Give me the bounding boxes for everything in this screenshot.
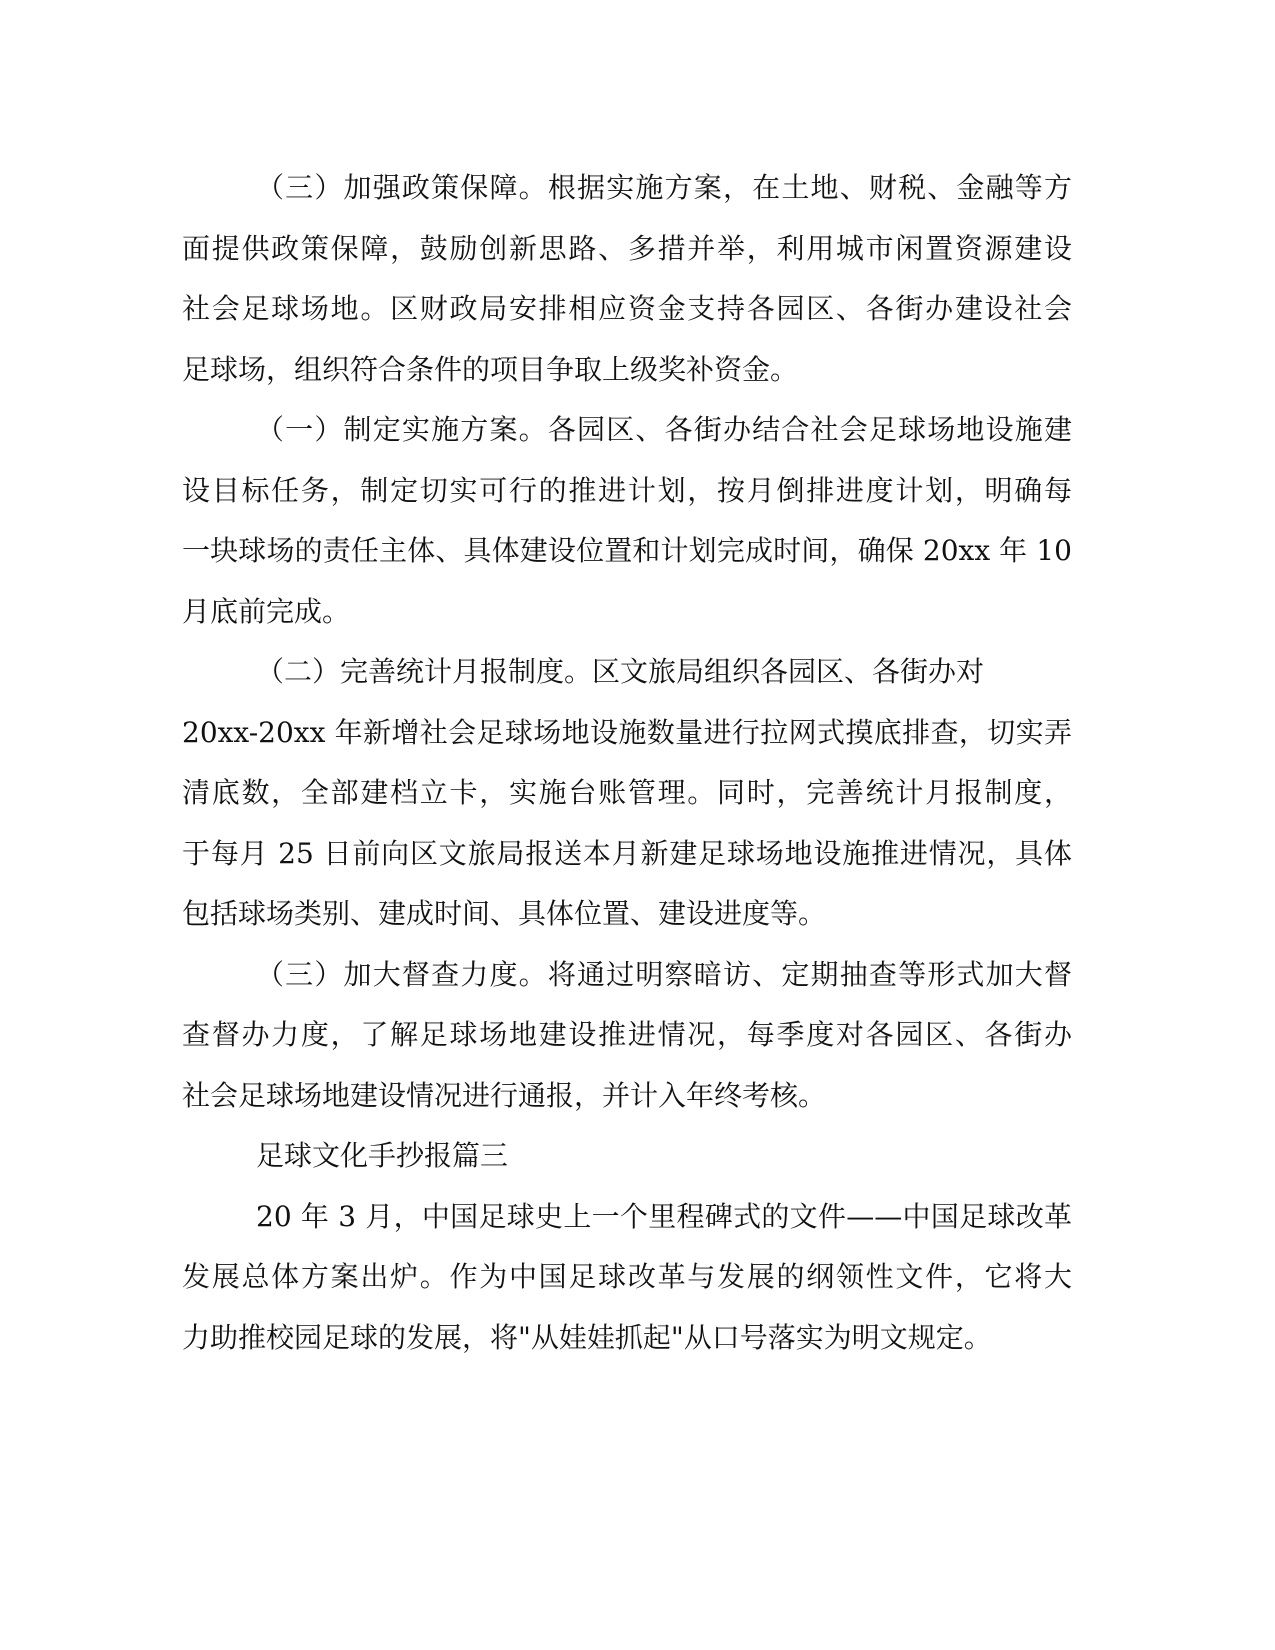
- text-line: 面提供政策保障，鼓励创新思路、多措并举，利用城市闲置资源建设: [182, 231, 1072, 265]
- text-line: 社会足球场地建设情况进行通报，并计入年终考核。: [182, 1078, 827, 1112]
- paragraph-implementation-plan: [182, 400, 1072, 642]
- text-line: 20xx-20xx 年新增社会足球场地设施数量进行拉网式摸底排查，切实弄: [182, 715, 1072, 749]
- section-heading: [182, 1126, 1072, 1187]
- text-line: 20 年 3 月，中国足球史上一个里程碑式的文件——中国足球改革: [256, 1199, 1072, 1233]
- paragraph-supervision: [182, 945, 1072, 1127]
- document-page: [182, 158, 1072, 1368]
- text-line: 发展总体方案出炉。作为中国足球改革与发展的纲领性文件，它将大: [182, 1260, 1072, 1293]
- text-line: 设目标任务，制定切实可行的推进计划，按月倒排进度计划，明确每: [182, 473, 1072, 507]
- heading-text: 足球文化手抄报篇三: [256, 1139, 509, 1172]
- paragraph-reform-plan: [182, 1187, 1072, 1369]
- text-line: 足球场，组织符合条件的项目争取上级奖补资金。: [182, 352, 799, 386]
- text-line: （二）完善统计月报制度。区文旅局组织各园区、各街办对: [256, 655, 985, 688]
- text-line: 清底数，全部建档立卡，实施台账管理。同时，完善统计月报制度，: [182, 776, 1072, 809]
- text-line: 查督办力度，了解足球场地建设推进情况，每季度对各园区、各街办: [182, 1018, 1072, 1051]
- text-line: 力助推校园足球的发展，将"从娃娃抓起"从口号落实为明文规定。: [182, 1320, 992, 1354]
- text-line: 包括球场类别、建成时间、具体位置、建设进度等。: [182, 897, 827, 930]
- paragraph-monthly-report: [182, 642, 1072, 945]
- text-line: （三）加大督查力度。将通过明察暗访、定期抽查等形式加大督: [256, 957, 1072, 991]
- text-line: （一）制定实施方案。各园区、各街办结合社会足球场地设施建: [256, 413, 1072, 446]
- text-line: 一块球场的责任主体、具体建设位置和计划完成时间，确保 20xx 年 10: [182, 534, 1072, 567]
- text-line: 社会足球场地。区财政局安排相应资金支持各园区、各街办建设社会: [182, 292, 1072, 325]
- paragraph-policy-guarantee: [182, 158, 1072, 400]
- text-line: （三）加强政策保障。根据实施方案，在土地、财税、金融等方: [256, 171, 1072, 204]
- text-line: 于每月 25 日前向区文旅局报送本月新建足球场地设施推进情况，具体: [182, 836, 1072, 870]
- text-line: 月底前完成。: [182, 594, 351, 628]
